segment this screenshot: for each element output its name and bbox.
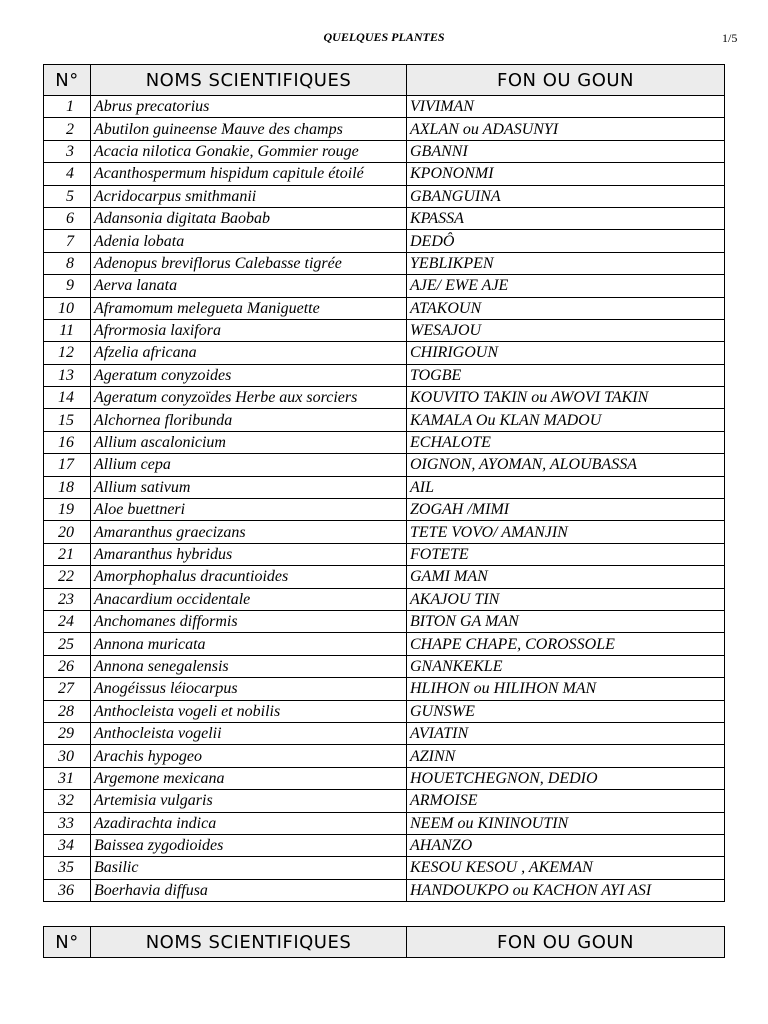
- local-name-cell: KAMALA Ou KLAN MADOU: [407, 409, 725, 431]
- table-row: [44, 812, 725, 834]
- table-row: [44, 588, 725, 610]
- table-row: [44, 163, 725, 185]
- table-row: [44, 319, 725, 341]
- row-number: 30: [44, 745, 91, 767]
- local-name-cell: AXLAN ou ADASUNYI: [407, 118, 725, 140]
- table-row: [44, 342, 725, 364]
- scientific-name-cell: Amaranthus graecizans: [91, 521, 407, 543]
- table-row: [44, 790, 725, 812]
- table-row: [44, 879, 725, 901]
- table-row: [44, 700, 725, 722]
- table-row: [44, 387, 725, 409]
- scientific-name-cell: Alchornea floribunda: [91, 409, 407, 431]
- table-row: [44, 499, 725, 521]
- row-number: 36: [44, 879, 91, 901]
- table-row: [44, 722, 725, 744]
- table-row: [44, 476, 725, 498]
- table-row: [44, 767, 725, 789]
- table-row: [44, 857, 725, 879]
- table-row: [44, 364, 725, 386]
- local-name-cell: AHANZO: [407, 834, 725, 856]
- local-name-cell: CHIRIGOUN: [407, 342, 725, 364]
- row-number: 25: [44, 633, 91, 655]
- row-number: 35: [44, 857, 91, 879]
- row-number: 24: [44, 610, 91, 632]
- table-row: [44, 252, 725, 274]
- scientific-name-cell: Adenopus breviflorus Calebasse tigrée: [91, 252, 407, 274]
- local-name-cell: ATAKOUN: [407, 297, 725, 319]
- row-number: 11: [44, 319, 91, 341]
- row-number: 6: [44, 207, 91, 229]
- scientific-name-cell: Basilic: [91, 857, 407, 879]
- scientific-name-cell: Argemone mexicana: [91, 767, 407, 789]
- row-number: 22: [44, 566, 91, 588]
- local-name-cell: KESOU KESOU , AKEMAN: [407, 857, 725, 879]
- scientific-name-cell: Annona senegalensis: [91, 655, 407, 677]
- table-row: [44, 655, 725, 677]
- scientific-name-cell: Aerva lanata: [91, 275, 407, 297]
- local-name-cell: TETE VOVO/ AMANJIN: [407, 521, 725, 543]
- local-name-cell: AIL: [407, 476, 725, 498]
- column-header-scientific-names: NOMS SCIENTIFIQUES: [91, 65, 407, 96]
- column-header-fon-goun: FON OU GOUN: [407, 65, 725, 96]
- row-number: 4: [44, 163, 91, 185]
- row-number: 15: [44, 409, 91, 431]
- local-name-cell: GUNSWE: [407, 700, 725, 722]
- local-name-cell: WESAJOU: [407, 319, 725, 341]
- scientific-name-cell: Anthocleista vogelii: [91, 722, 407, 744]
- scientific-name-cell: Acanthospermum hispidum capitule étoilé: [91, 163, 407, 185]
- table-row: [44, 409, 725, 431]
- local-name-cell: ZOGAH /MIMI: [407, 499, 725, 521]
- local-name-cell: TOGBE: [407, 364, 725, 386]
- local-name-cell: DEDÔ: [407, 230, 725, 252]
- scientific-name-cell: Allium ascalonicium: [91, 431, 407, 453]
- row-number: 9: [44, 275, 91, 297]
- local-name-cell: HLIHON ou HILIHON MAN: [407, 678, 725, 700]
- row-number: 3: [44, 140, 91, 162]
- table-row: [44, 678, 725, 700]
- table-row: [44, 297, 725, 319]
- row-number: 7: [44, 230, 91, 252]
- table-row: [44, 96, 725, 118]
- row-number: 20: [44, 521, 91, 543]
- scientific-name-cell: Ageratum conyzoides: [91, 364, 407, 386]
- column-header-scientific-names: NOMS SCIENTIFIQUES: [91, 927, 407, 958]
- row-number: 13: [44, 364, 91, 386]
- row-number: 26: [44, 655, 91, 677]
- scientific-name-cell: Arachis hypogeo: [91, 745, 407, 767]
- scientific-name-cell: Anacardium occidentale: [91, 588, 407, 610]
- table-row: [44, 230, 725, 252]
- column-header-number: N°: [44, 65, 91, 96]
- scientific-name-cell: Anthocleista vogeli et nobilis: [91, 700, 407, 722]
- page-number: 1/5: [722, 31, 738, 45]
- local-name-cell: ECHALOTE: [407, 431, 725, 453]
- table-row: [44, 185, 725, 207]
- local-name-cell: OIGNON, AYOMAN, ALOUBASSA: [407, 454, 725, 476]
- row-number: 32: [44, 790, 91, 812]
- row-number: 8: [44, 252, 91, 274]
- local-name-cell: AZINN: [407, 745, 725, 767]
- local-name-cell: AKAJOU TIN: [407, 588, 725, 610]
- local-name-cell: GBANGUINA: [407, 185, 725, 207]
- table-row: [44, 745, 725, 767]
- column-header-number: N°: [44, 927, 91, 958]
- table-row: [44, 610, 725, 632]
- row-number: 23: [44, 588, 91, 610]
- local-name-cell: CHAPE CHAPE, COROSSOLE: [407, 633, 725, 655]
- table-row: [44, 543, 725, 565]
- scientific-name-cell: Adansonia digitata Baobab: [91, 207, 407, 229]
- scientific-name-cell: Abrus precatorius: [91, 96, 407, 118]
- scientific-name-cell: Annona muricata: [91, 633, 407, 655]
- local-name-cell: BITON GA MAN: [407, 610, 725, 632]
- local-name-cell: NEEM ou KININOUTIN: [407, 812, 725, 834]
- table-row: [44, 521, 725, 543]
- table-row: [44, 566, 725, 588]
- table-row: [44, 118, 725, 140]
- scientific-name-cell: Acridocarpus smithmanii: [91, 185, 407, 207]
- row-number: 14: [44, 387, 91, 409]
- table-row: [44, 431, 725, 453]
- row-number: 2: [44, 118, 91, 140]
- local-name-cell: KPONONMI: [407, 163, 725, 185]
- local-name-cell: HOUETCHEGNON, DEDIO: [407, 767, 725, 789]
- row-number: 28: [44, 700, 91, 722]
- row-number: 31: [44, 767, 91, 789]
- plants-table: [43, 64, 725, 902]
- scientific-name-cell: Ageratum conyzoïdes Herbe aux sorciers: [91, 387, 407, 409]
- row-number: 27: [44, 678, 91, 700]
- scientific-name-cell: Afzelia africana: [91, 342, 407, 364]
- scientific-name-cell: Anogéissus léiocarpus: [91, 678, 407, 700]
- table-row: [44, 140, 725, 162]
- scientific-name-cell: Boerhavia diffusa: [91, 879, 407, 901]
- scientific-name-cell: Allium cepa: [91, 454, 407, 476]
- local-name-cell: AVIATIN: [407, 722, 725, 744]
- scientific-name-cell: Allium sativum: [91, 476, 407, 498]
- local-name-cell: HANDOUKPO ou KACHON AYI ASI: [407, 879, 725, 901]
- table-header-row: [44, 927, 725, 958]
- row-number: 29: [44, 722, 91, 744]
- row-number: 33: [44, 812, 91, 834]
- scientific-name-cell: Azadirachta indica: [91, 812, 407, 834]
- table-row: [44, 633, 725, 655]
- scientific-name-cell: Amaranthus hybridus: [91, 543, 407, 565]
- scientific-name-cell: Afrormosia laxifora: [91, 319, 407, 341]
- local-name-cell: GAMI MAN: [407, 566, 725, 588]
- row-number: 18: [44, 476, 91, 498]
- local-name-cell: KPASSA: [407, 207, 725, 229]
- row-number: 34: [44, 834, 91, 856]
- page-title: QUELQUES PLANTES: [323, 30, 445, 44]
- local-name-cell: ARMOISE: [407, 790, 725, 812]
- row-number: 10: [44, 297, 91, 319]
- table-body: [44, 96, 725, 902]
- row-number: 17: [44, 454, 91, 476]
- scientific-name-cell: Aloe buettneri: [91, 499, 407, 521]
- scientific-name-cell: Aframomum melegueta Maniguette: [91, 297, 407, 319]
- row-number: 21: [44, 543, 91, 565]
- local-name-cell: FOTETE: [407, 543, 725, 565]
- table-row: [44, 834, 725, 856]
- column-header-fon-goun: FON OU GOUN: [407, 927, 725, 958]
- table-row: [44, 207, 725, 229]
- local-name-cell: KOUVITO TAKIN ou AWOVI TAKIN: [407, 387, 725, 409]
- local-name-cell: GBANNI: [407, 140, 725, 162]
- local-name-cell: GNANKEKLE: [407, 655, 725, 677]
- table-row: [44, 454, 725, 476]
- scientific-name-cell: Artemisia vulgaris: [91, 790, 407, 812]
- local-name-cell: AJE/ EWE AJE: [407, 275, 725, 297]
- scientific-name-cell: Baissea zygodioides: [91, 834, 407, 856]
- row-number: 5: [44, 185, 91, 207]
- scientific-name-cell: Acacia nilotica Gonakie, Gommier rouge: [91, 140, 407, 162]
- table-header-row: [44, 65, 725, 96]
- local-name-cell: YEBLIKPEN: [407, 252, 725, 274]
- table-row: [44, 275, 725, 297]
- scientific-name-cell: Amorphophalus dracuntioides: [91, 566, 407, 588]
- scientific-name-cell: Adenia lobata: [91, 230, 407, 252]
- row-number: 16: [44, 431, 91, 453]
- local-name-cell: VIVIMAN: [407, 96, 725, 118]
- row-number: 19: [44, 499, 91, 521]
- row-number: 12: [44, 342, 91, 364]
- scientific-name-cell: Anchomanes difformis: [91, 610, 407, 632]
- row-number: 1: [44, 96, 91, 118]
- continuation-table-header: [43, 926, 725, 958]
- scientific-name-cell: Abutilon guineense Mauve des champs: [91, 118, 407, 140]
